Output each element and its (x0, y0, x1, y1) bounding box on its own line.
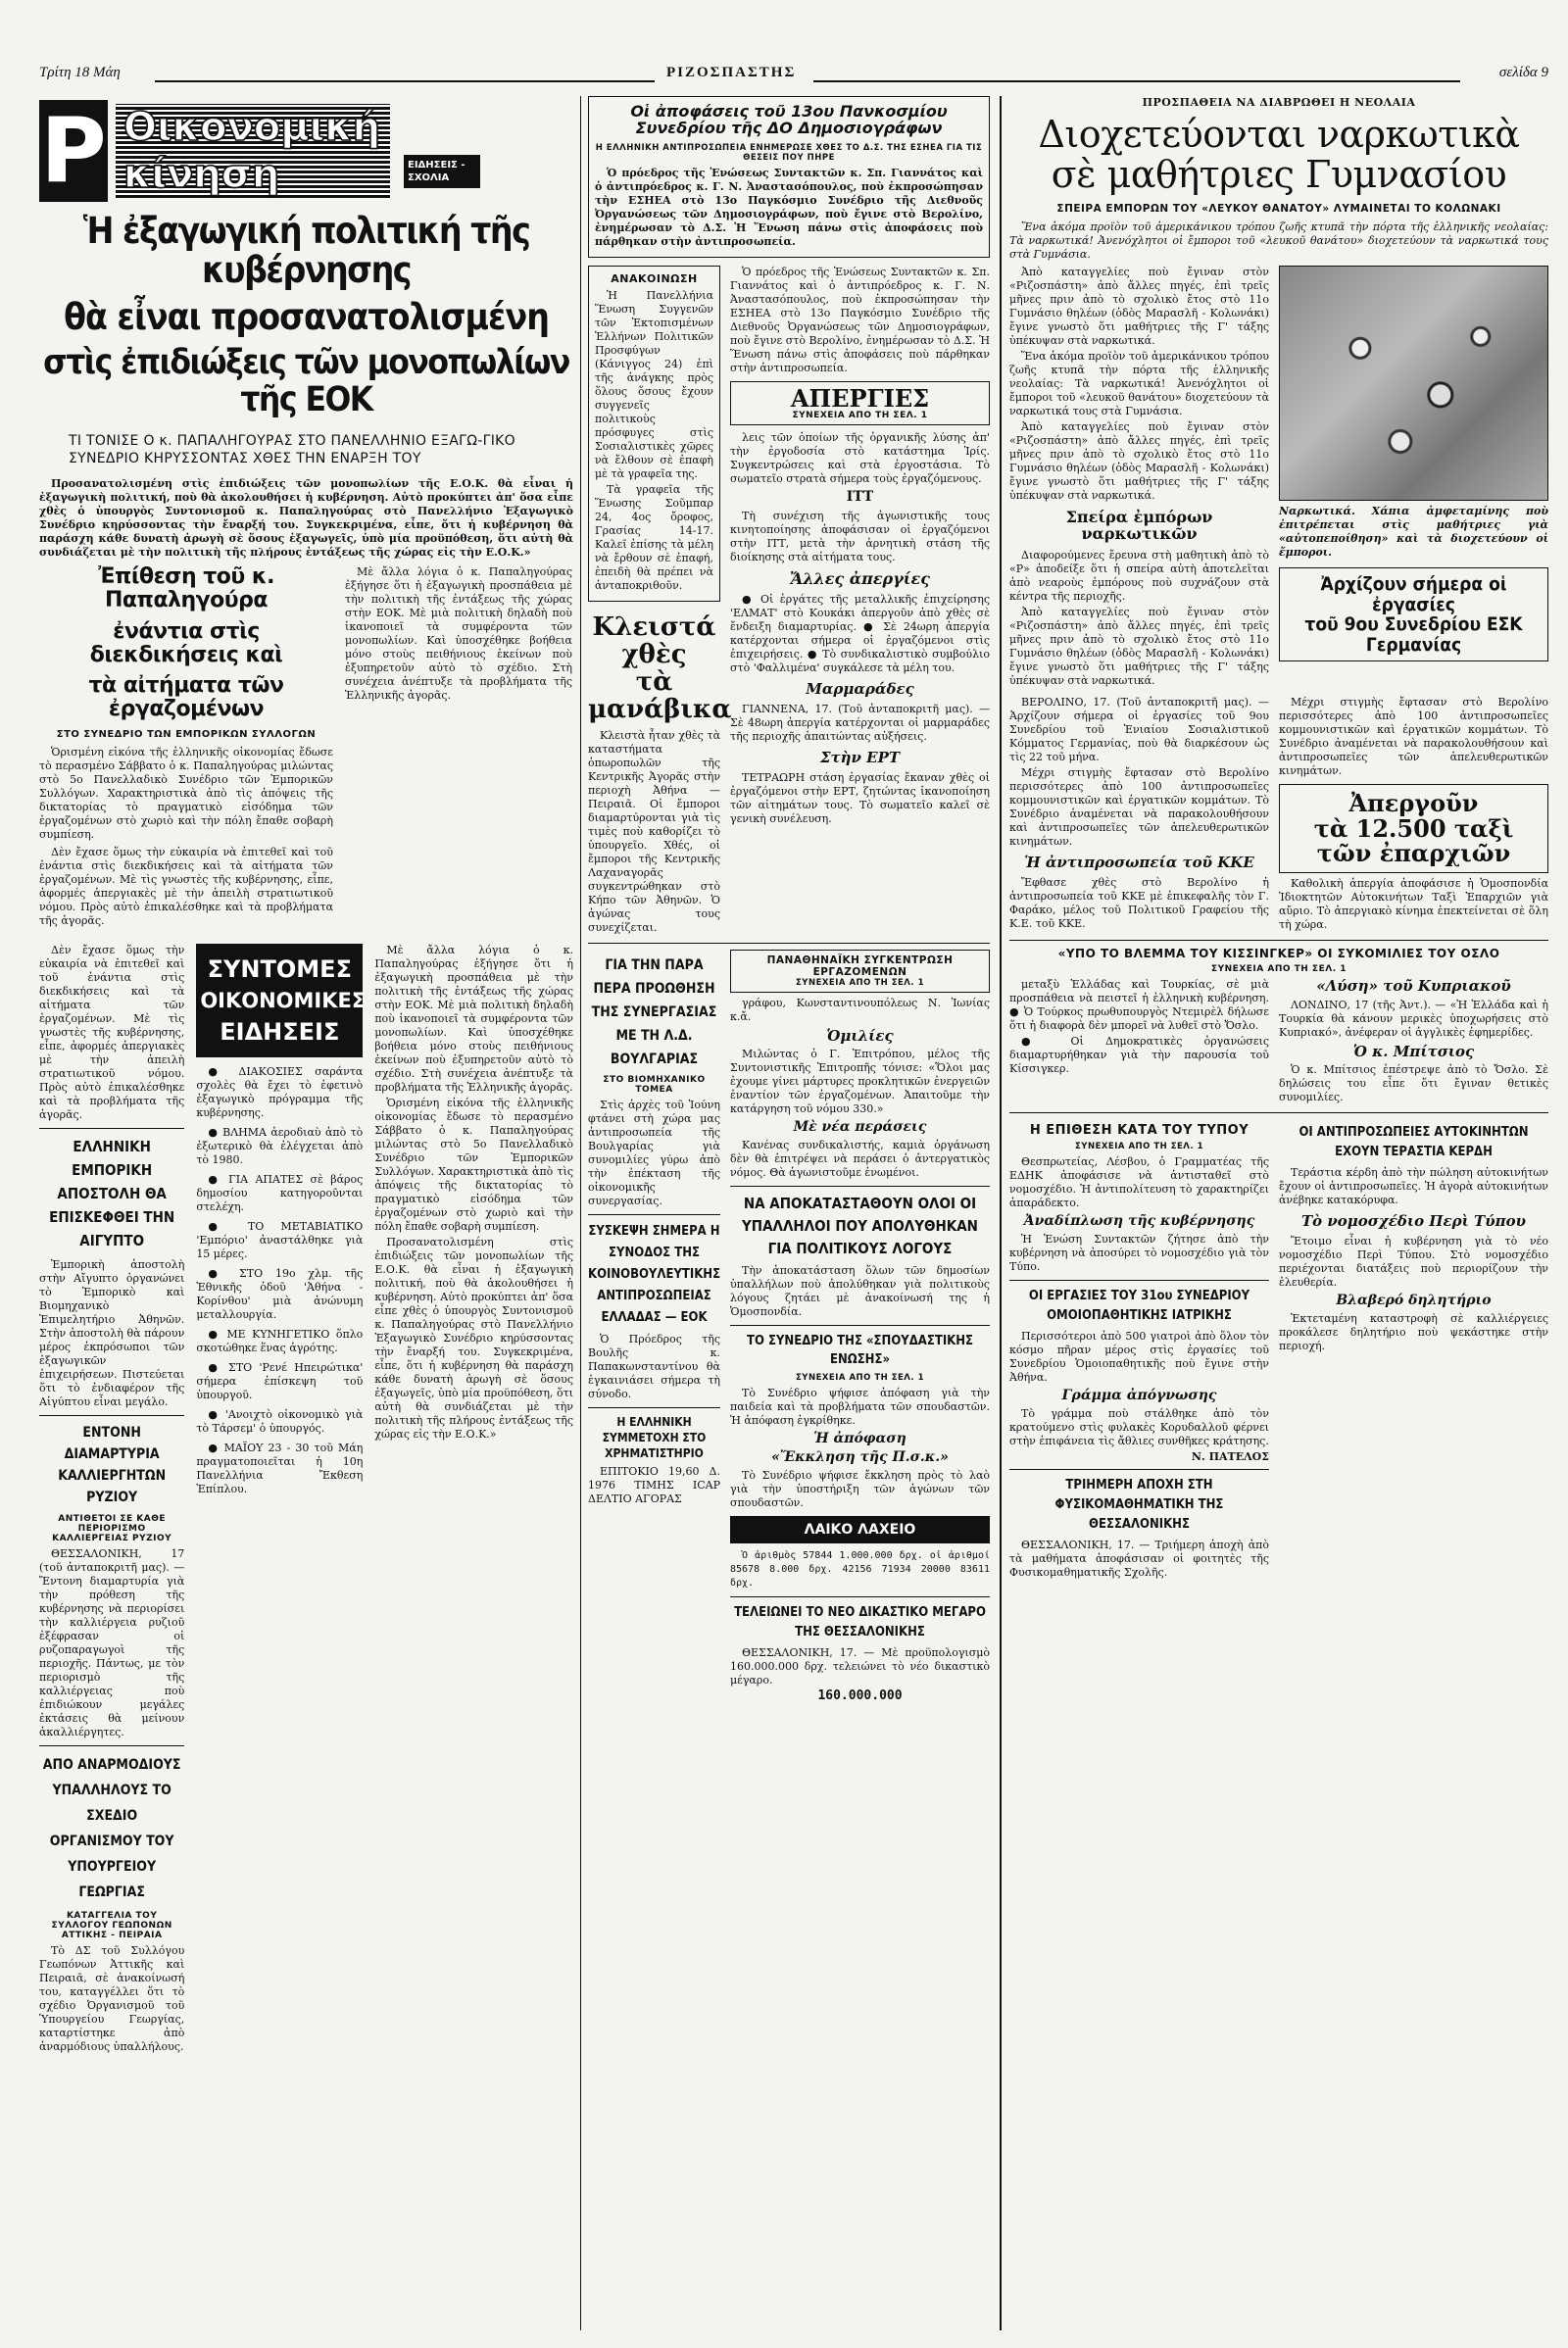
continued-right-2: Ὁρισμένη εἰκόνα τῆς ἑλληνικῆς οἰκονομίας ἔδωσε τὸ περασμένο Σάββατο ὁ κ. Παπαληγούρας μιλώντας στὸ 5ο Πανελλαδικὸ Συνέδριο τῶν Ἐμπορικῶν Συλλόγων. Χαρακτηριστικὰ ἀπὸ τὶς ἀπόψεις τῆς δικτατορίας τὸ πραγματικὸ εἰσόδημα τῶν ἐργαζομένων στὸ χωριὸ καὶ τὴν πόλη ἔπαθε σοβαρὴ συμπίεση. (374, 1096, 573, 1233)
papaligouras-sub: ΣΤΟ ΣΥΝΕΔΡΙΟ ΤΩΝ ΕΜΠΟΡΙΚΩΝ ΣΥΛΛΟΓΩΝ (56, 728, 317, 740)
lottery-body: Ὁ ἀριθμὸς 57844 1.000.000 δρχ. οἱ ἀριθμοί 85678 8.000 δρχ. 42156 71934 20000 83611 δρχ. (730, 1550, 990, 1590)
head-rule-right (813, 80, 1460, 82)
sed-body-left (1009, 696, 1269, 935)
column-rule-1 (580, 96, 581, 2330)
short-news-item: ● ΤΟ ΜΕΤΑΒΙΑΤΙΚΟ 'Εμπόριο' ἀναστάλθηκε γιὰ 15 μέρες. (196, 1219, 364, 1260)
govt-answer-body: Ἡ Ἑνώση Συντακτῶν ζήτησε ἀπὸ τὴν κυβέρνηση νὰ ἀποσύρει τὸ νομοσχέδιο γιὰ τὸν Τύπο. (1009, 1232, 1269, 1273)
press-law-head: Τὸ νομοσχέδιο Περὶ Τύπου (1300, 1211, 1527, 1230)
fair-headline: ΓΙΑ ΤΗΝ ΠΑΡΑ ΠΕΡΑ ΠΡΟΩΘΗΣΗ ΤΗΣ ΣΥΝΕΡΓΑΣΙΑΣ ΜΕ ΤΗ Λ.Δ. ΒΟΥΛΓΑΡΙΑΣ (591, 956, 717, 1067)
meeting-headline: ΤΟ ΣΥΝΕΔΡΙΟ ΤΗΣ «ΣΠΟΥΔΑΣΤΙΚΗΣ ΕΝΩΣΗΣ» (746, 1334, 974, 1368)
eok-headline: ΣΥΣΚΕΨΗ ΣΗΜΕΡΑ Η ΣΥΝΟΔΟΣ ΤΗΣ ΚΟΙΝΟΒΟΥΛΕΥΤΙΚΗΣ ΑΝΤΙΠΡΟΣΩΠΕΙΑΣ ΕΛΛΑΔΑΣ — ΕΟΚ (588, 1223, 721, 1325)
egypt-body: Ἐμπορικὴ ἀποστολὴ στὴν Αἴγυπτο ὀργανώνει τὸ Ἐμπορικὸ καὶ Βιομηχανικὸ Ἐπιμελητήριο Ἀθηνῶν. Στὴν ἀποστολὴ θὰ πάρουν μέρος ἐκπρόσωποι τῶν ἐξαγωγικῶν ἐπιχειρήσεων. Πιστεύεται ὅτι τὸ ἐνδιαφέρον τῆς Αἰγύπτου εἶναι μεγάλο. (39, 1257, 185, 1408)
press-attack-sub: ΣΥΝΕΧΕΙΑ ΑΠΟ ΤΗ ΣΕΛ. 1 (1075, 1141, 1203, 1151)
closed-body: Κλειστὰ ἦταν χθὲς τὰ καταστήματα ὀπωροπωλῶν τῆς Κεντρικῆς Ἀγορᾶς στὴν περιοχὴ Ἀθήνα — Πειραιᾶ. Οἱ ἔμποροι διαμαρτύρονται γιὰ τὶς τιμὲς ποὺ καθορίζει τὸ ὑπουργεῖο. Χθές, οἱ ἔμποροι τῆς Κεντρικῆς Λαχαναγορᾶς συγκεντρώθηκαν στὸ Κήπο τῶν Ἀθηνῶν. Ὁ ἀγώνας τους συνεχίζεται. (588, 728, 720, 934)
filler-body: Δὲν ἔχασε ὅμως τὴν εὐκαιρία νὰ ἐπιτεθεῖ καὶ τοῦ ἐνάντια στὶς διεκδικήσεις καὶ τὰ αἰτήματα τῶν ἐργαζομένων. Μὲ τὶς γνωστὲς τῆς κυβέρνησης, εἶπε, ἀφορμές ἀπεργιακὲς μὲ τὴν ἀπειλὴ στρατιωτικοῦ νόμου. Πρὸς αὐτὸ ἐπικαλέσθηκε καὶ τὰ προβλήματα τῆς ἀγορᾶς. (39, 943, 185, 1121)
papaligouras-line-2: ἐνάντια στὶς διεκδικήσεις καὶ (89, 618, 283, 667)
rally-body: γράφου, Κωνσταντινουπόλεως Ν. Ἰωνίας κ.ἄ. (730, 996, 990, 1023)
sed-body-right (1279, 696, 1548, 935)
kke-delegation-body: Ἔφθασε χθὲς στὸ Βερολίνο ἡ ἀντιπροσωπεία τοῦ ΚΚΕ μὲ ἐπικεφαλῆς τὸν Γ. Φαράκο, μέλος τοῦ Πολιτικοῦ Γραφείου τῆς Κ.Ε. τοῦ ΚΚΕ. (1009, 875, 1269, 930)
drugs-line-2: σὲ μαθήτριες Γυμνασίου (1051, 153, 1507, 197)
short-news-item: ● ΜΕ ΚΥΝΗΓΕΤΙΚΟ ὅπλο σκοτώθηκε ἕνας ἀγρότης. (196, 1327, 364, 1354)
continued-right: Μὲ ἄλλα λόγια ὁ κ. Παπαληγούρας ἐξήγησε ὅτι ἡ ἐξαγωγικὴ προσπάθεια μὲ τὴν πολιτικὴ τῆς ἐντάξεως τῆς χώρας στὴν ΕΟΚ. Μὲ μιὰ πολιτικὴ δηλαδὴ ποὺ ἱκανοποιεῖ τὰ συμφέροντα τῶν μονοπωλίων. Καὶ ὑποσχέθηκε βοήθεια μόνο στοὺς πειθήνιους ἐκείνων ποὺ ἐξυπηρετοῦν αὐτὸ τὸ σχέδιο. Στὴ συνέχεια ἀνέπτυξε τὰ προβλήματα τῆς Ἑλληνικῆς ἀγορᾶς. (374, 943, 573, 1094)
main-deck: ΤΙ ΤΟΝΙΣΕ Ο κ. ΠΑΠΑΛΗΓΟΥΡΑΣ ΣΤΟ ΠΑΝΕΛΛΗΝΙΟ ΕΞΑΓΩ-ΓΙΚΟ ΣΥΝΕΔΡΙΟ ΚΗΡΥΣΣΟΝΤΑΣ ΧΘΕΣ ΤΗΝ ΕΝΑΡΞΗ ΤΟΥ (69, 433, 515, 467)
rally-headline: ΠΑΝΑΘΗΝΑΪΚΗ ΣΥΓΚΕΝΤΡΩΣΗ ΕΡΓΑΖΟΜΕΝΩΝ (766, 954, 954, 978)
column-rule-2 (1000, 96, 1002, 2330)
taxi-body: Καθολικὴ ἀπεργία ἀποφάσισε ἡ Ὁμοσπονδία Ἰδιοκτητῶν Αὐτοκινήτων Ταξὶ Ἐπαρχιῶν γιὰ αὔριο. Τὸ ἀπεργιακὸ κίνημα ἐπεκτείνεται σὲ ὅλη τὴ χώρα. (1279, 877, 1548, 932)
lower-right-right (1279, 1119, 1548, 1582)
other-strikes-body: ● Οἱ ἐργάτες τῆς μεταλλικῆς ἐπιχείρησης 'ΕΛΜΑΤ' στὸ Κουκάκι ἀπεργοῦν ἀπὸ χθὲς σὲ ἔνδειξη διαμαρτυρίας. ● Σὲ 24ωρη ἀπεργία κατέρχονται σήμερα οἱ ἐργαζόμενοι στὶς ἐπιχειρήσεις. ● Τὸ συνδικαλιστικὸ συμβούλιο στὸ 'Φαλλιμένα' συγκάλεσε τὰ μέλη του. (730, 592, 990, 674)
page-number: σελίδα 9 (1498, 65, 1548, 80)
kissinger-headline: «ΥΠΟ ΤΟ ΒΛΕΜΜΑ ΤΟΥ ΚΙΣΣΙΝΓΚΕΡ» ΟΙ ΣΥΚΟΜΙΛΙΕΣ ΤΟΥ ΟΣΛΟ (1057, 947, 1500, 961)
plan-body: Τὸ ΔΣ τοῦ Συλλόγου Γεωπόνων Ἀττικῆς καὶ Πειραιᾶ, σὲ ἀνακοίνωσή του, καταγγέλλει ὅτι τὸ σχέδιο Ὀργανισμοῦ τοῦ Ὑπουργείου Γεωργίας, καταρτίστηκε ἀπὸ ἀναρμόδιους ὑπαλλήλους. (39, 1943, 185, 2053)
announcement-body: Ἡ Πανελλήνια Ἕνωση Συγγενῶν τῶν Ἐκτοπισμένων Ἑλλήνων Πολιτικῶν Προσφύγων (Κάνιγγος 24) ἐπὶ τῆς ἀνάγκης πρὸς ὅλους ὅσους ἔχουν συγγενεῖς πολιτικοὺς πρόσφυγες στὶς Σοσιαλιστικὲς χῶρες νὰ ἔλθουν σὲ ἐπαφὴ μὲ τὰ γραφεῖα της. (595, 288, 713, 480)
journalists-body: Ὁ πρόεδρος τῆς Ἑνώσεως Συντακτῶν κ. Σπ. Γιαννάτος καὶ ὁ ἀντιπρόεδρος κ. Γ. Ν. Ἀναστασόπουλος, ποὺ ἐκπροσώπησαν τὴν ΕΣΗΕΑ στὸ 13ο Παγκόσμιο Συνέδριο τῆς Διεθνοῦς Ὀργανώσεως τῶν Δημοσιογράφων, ποὺ ἔγινε στὸ Βερολίνο, ἐνημέρωσαν τὸ Δ.Σ. Ἡ Ἕνωση πάνω στὶς ἀποφάσεις ποὺ πάρθηκαν στὴν ἀντιπροσωπεία. (595, 166, 983, 248)
main-body-wrap (39, 565, 573, 930)
sed-continued: Μέχρι στιγμὴς ἔφτασαν στὸ Βερολίνο περισσότερες ἀπὸ 100 ἀντιπροσωπεῖες κομμουνιστικῶν καὶ ἐργατικῶν κομμάτων. Τὸ Συνέδριο ἀναμένεται νὰ παρακολουθήσουν καὶ ἀντιπροσωπεῖες τῶν ἀπελευθερωτικῶν κινημάτων. (1279, 695, 1548, 777)
rally-box (730, 950, 990, 993)
papaligouras-line-3: τὰ αἰτήματα τῶν ἐργαζομένων (88, 673, 284, 722)
closed-line-2: τὰ μανάβικα (588, 666, 732, 724)
meeting-sub: ΣΥΝΕΧΕΙΑ ΑΠΟ ΤΗ ΣΕΛ. 1 (796, 1373, 924, 1384)
lottery-title: ΛΑΙΚΟ ΛΑΧΕΙΟ (730, 1516, 990, 1543)
cars-headline: ΟΙ ΑΝΤΙΠΡΟΣΩΠΕΙΕΣ ΑΥΤΟΚΙΝΗΤΩΝ ΕΧΟΥΝ ΤΕΡΑΣΤΙΑ ΚΕΡΔΗ (1298, 1124, 1529, 1159)
court-amount: 160.000.000 (817, 1688, 903, 1704)
drugs-line-1: Διοχετεύονται ναρκωτικὰ (1038, 113, 1520, 156)
marble-body: ΓΙΑΝΝΕΝΑ, 17. (Τοῦ ἀνταποκριτῆ μας). — Σὲ 48ωρη ἀπεργία κατέρχονται οἱ μαρμαράδες τῆς περιοχῆς ἀπαιτώντας αὐξήσεις. (730, 703, 990, 743)
short-news-item: ● ΣΤΟ 'Ρενέ Ηπειρώτικα' σήμερα ἐπίσκεψη τοῦ ὑπουργοῦ. (196, 1360, 364, 1401)
shorts-col (196, 944, 367, 2056)
poison-body: Ἐκτεταμένη καταστροφὴ σὲ καλλιέργειες προκάλεσε δηλητήριο ποὺ ψεκάστηκε στὴν περιοχή. (1279, 1311, 1548, 1352)
masthead-title: Οικονομική κίνηση (116, 104, 390, 198)
photo-caption: Ναρκωτικά. Χάπια ἀμφεταμίνης ποὺ ἐπιτρέπεται στὶς μαθήτριες γιὰ «αὐτοπεποίθηση» καὶ τὰ διοχετεύουν οἱ ἔμποροι. (1279, 505, 1548, 560)
drugs-body-2: Ἕνα ἀκόμα προϊὸν τοῦ ἀμερικάνικου τρόπου ζωῆς κτυπᾶ τὴν πόρτα τῆς ἑλληνικῆς νεολαίας: Τὰ ναρκωτικά! Ἀνενόχλητοι οἱ ἔμποροι τοῦ «λευκοῦ θανάτου» διοχετεύουν τὰ ναρκωτικά τους στὰ Γυμνάσια. (1009, 350, 1269, 418)
taxi-box (1279, 784, 1548, 874)
taxi-line-3: τῶν ἐπαρχιῶν (1316, 839, 1511, 868)
shorts-label-2: ΟΙΚΟΝΟΜΙΚΕΣ (200, 988, 367, 1012)
drugs-body: Ἀπὸ καταγγελίες ποὺ ἔγιναν στὸν «Ριζοσπάστη» ἀπὸ ἄλλες πηγές, ἐπὶ τρεῖς μῆνες πριν ἀπὸ τὸ σχολικὸ ἔτος στὸ 11ο Γυμνάσιο θηλέων (ὁδὸς Μαρασλῆ - Κολωνάκι) ἔγινε γνωστὸ ὅτι μαθήτριες τῆς Γ' τάξης ὑπέκυψαν στὰ ναρκωτικά. (1009, 266, 1269, 348)
kissinger-sub: ΣΥΝΕΧΕΙΑ ΑΠΟ ΤΗ ΣΕΛ. 1 (1210, 964, 1348, 975)
drugs-lead: Ἕνα ἀκόμα προϊὸν τοῦ ἀμερικάνικου τρόπου ζωῆς κτυπᾶ τὴν πόρτα τῆς ἑλληνικῆς νεολαίας: Τὰ ναρκωτικά! Ἀνενόχλητοι οἱ ἔμποροι τοῦ «λευκοῦ θανάτου» διοχετεύουν τὰ ναρκωτικά τους στὰ Γυμνάσια. (1009, 220, 1548, 262)
ring-head: Σπείρα ἐμπόρων ναρκωτικῶν (1065, 508, 1213, 544)
closed-headline (588, 611, 732, 724)
main-body-continued: Μὲ ἄλλα λόγια ὁ κ. Παπαληγούρας ἐξήγησε ὅτι ἡ ἐξαγωγικὴ προσπάθεια μὲ τὴν πολιτικὴ τῆς ἐντάξεως τῆς χώρας στὴν ΕΟΚ. Μὲ μιὰ πολιτικὴ δηλαδὴ ποὺ ἱκανοποιεῖ τὰ συμφέροντα τῶν μονοπωλίων. Καὶ ὑποσχέθηκε βοήθεια μόνο στοὺς πειθήνιους ἐκείνων ποὺ ἐξυπηρετοῦν αὐτὸ τὸ σχέδιο. Στὴ συνέχεια ἀνέπτυξε τὰ προβλήματα τῆς Ἑλληνικῆς ἀγορᾶς. (345, 565, 572, 703)
stock-body: ΕΠΙΤΟΚΙΟ 19,60 Δ. 1976 ΤΙΜΗΣ ICAP ΔΕΛΤΙΟ ΑΓΟΡΑΣ (588, 1464, 720, 1505)
middle-lower-wrap (588, 950, 990, 1704)
middle-lower-right (730, 950, 990, 1704)
decision-head: Ἡ ἀπόφαση (813, 1431, 906, 1447)
govt-answer-head: Ἀναδίπλωση τῆς κυβέρνησης (1023, 1212, 1255, 1229)
column-middle (588, 96, 990, 2340)
announcement-box (588, 266, 720, 602)
strikes-col (730, 266, 990, 937)
physio-body: ΘΕΣΣΑΛΟΝΙΚΗ, 17. — Τριήμερη ἀποχὴ ἀπὸ τὰ μαθήματα ἀποφάσισαν οἱ φοιτητὲς τῆς Φυσικομαθηματικῆς Σχολῆς. (1009, 1538, 1269, 1579)
sed-body-2: Μέχρι στιγμὴς ἔφτασαν στὸ Βερολίνο περισσότερες ἀπὸ 100 ἀντιπροσωπεῖες κομμουνιστικῶν καὶ ἐργατικῶν κομμάτων. Τὸ Συνέδριο ἀναμένεται νὰ παρακολουθήσουν καὶ ἀντιπροσωπεῖες τῶν ἀπελευθερωτικῶν κινημάτων. (1009, 765, 1269, 848)
continued-right-3: Προσανατολισμένη στὶς ἐπιδιώξεις τῶν μονοπωλίων τῆς Ε.Ο.Κ. θὰ εἶναι ἡ ἐξαγωγικὴ πολιτική, ποὺ θὰ ἀκολουθήσει ἡ κυβέρνηση. Αὐτὸ προκύπτει ἀπ' ὅσα εἶπε χθὲς ὁ ὑπουργὸς Συντονισμοῦ κ. Παπαληγούρας στὸ Πανελλήνιο Ἐξαγωγικὸ Συνέδριο κηρύσσοντας τὴν ἔναρξή του. Συγκεκριμένα, εἶπε, ὅτι ἡ κυβέρνηση θὰ παράσχη κάθε δυνατὴ ἀρωγὴ σὲ ὅσους ἐξαγωγεῖς, ὑπὸ μία προϋπόθεση, ὅτι αὐτὴ θὰ συνδιάζεται μὲ τὴν πολιτικὴ τῆς πλήρους ἐντάξεως τῆς χώρας εἰς τὴν Ε.Ο.Κ.» (374, 1235, 573, 1441)
other-strikes-head: Ἄλλες ἀπεργίες (790, 568, 930, 588)
sed-line-1: Ἀρχίζουν σήμερα οἱ ἐργασίες (1320, 573, 1507, 615)
running-head (39, 65, 1548, 86)
fair-sub: ΣΤΟ ΒΙΟΜΗΧΑΝΙΚΟ ΤΟΜΕΑ (603, 1074, 706, 1095)
appeal-body: Τὸ Συνέδριο ψήφισε ἔκκληση πρὸς τὸ λαὸ γιὰ τὴν ὑποστήριξη τῶν ἀγώνων τῶν σπουδαστῶν. (730, 1469, 990, 1510)
rally-speeches-body: Μιλώντας ὁ Γ. Ἐπιτρόπου, μέλος τῆς Συντονιστικῆς Ἐπιτροπῆς τόνισε: «Ὅλοι μας ἐχουμε γίνει μάρτυρες προκλητικῶν ἐνεργειῶν ἐναντίον τῶν ἐργαζομένων. Ἀπαιτοῦμε τὴν κατάργηση τοῦ νόμου 330.» (730, 1048, 990, 1116)
shorts-label (196, 944, 367, 1057)
column-economic-news (39, 96, 573, 2340)
short-news-item: ● 'Ανοιχτὸ οἰκονομικὸ γιὰ τὸ Τάρσεμ' ὁ ὑπουργός. (196, 1407, 364, 1435)
short-news-item: ● ΣΤΟ 19ο χλμ. τῆς Ἐθνικῆς ὁδοῦ 'Ἀθήνα - Κορίνθου' μιὰ ἀνώνυμη μεταλλουργία. (196, 1266, 364, 1321)
press-attack-body: Θεσπρωτείας, Λέσβου, ὁ Γραμματέας τῆς ΕΔΗΚ ἀποφάσισε νὰ ἀντισταθεῖ στὸ νομοσχέδιο. Ἡ ἀντιπολίτευση τὸ χαρακτηρίζει ἀπαράδεκτο. (1009, 1154, 1269, 1209)
lower-left-col (39, 944, 184, 2056)
paper-name: ΡΙΖΟΣΠΑΣΤΗΣ (666, 65, 797, 80)
kissinger-right (1279, 978, 1548, 1105)
cars-body: Τεράστια κέρδη ἀπὸ τὴν πώληση αὐτοκινήτων ἔχουν οἱ ἀντιπροσωπεῖες. Ἡ ἀγορὰ αὐτοκινήτων ἀνέβηκε κατακόρυφα. (1279, 1165, 1548, 1206)
court-body: ΘΕΣΣΑΛΟΝΙΚΗ, 17. — Μὲ προϋπολογισμὸ 160.000.000 δρχ. τελειώνει τὸ νέο δικαστικὸ μέγαρο. (730, 1646, 990, 1688)
masthead-letter: Ρ (40, 98, 107, 203)
main-headline-line-1: Ἡ ἐξαγωγική πολιτική τῆς κυβέρνησης (82, 210, 530, 291)
journalists-box (588, 96, 990, 258)
issue-date: Τρίτη 18 Μάη (39, 65, 121, 80)
announcement-title: ΑΝΑΚΟΙΝΩΣΗ (611, 271, 698, 285)
appeal-head: «Ἔκκληση τῆς Π.σ.κ.» (771, 1449, 949, 1466)
main-headline-line-3: στὶς ἐπιδιώξεις τῶν μονοπωλίων τῆς ΕΟΚ (43, 342, 569, 419)
rally-more-head: Μὲ νέα περάσεις (793, 1119, 927, 1136)
taxi-line-2: τὰ 12.500 ταξὶ (1313, 813, 1514, 843)
stock-headline: Η ΕΛΛΗΝΙΚΗ ΣΥΜΜΕΤΟΧΗ ΣΤΟ ΧΡΗΜΑΤΙΣΤΗΡΙΟ (602, 1414, 707, 1460)
grief-head: Γράμμα ἀπόγνωσης (1061, 1387, 1217, 1403)
drugs-photo-col (1279, 266, 1548, 690)
lower-right-left (1009, 1119, 1269, 1582)
drugs-sub: ΣΠΕΙΡΑ ΕΜΠΟΡΩΝ ΤΟΥ «ΛΕΥΚΟΥ ΘΑΝΑΤΟΥ» ΛΥΜΑΙΝΕΤΑΙ ΤΟ ΚΟΛΩΝΑΚΙ (1056, 203, 1501, 216)
short-news-item: ● ΒΛΗΜΑ ἀεροδιαὺ ἀπὸ τὸ ἐξωτερικὸ θὰ ἐλέγχεται ἀπὸ τὸ 1980. (196, 1125, 364, 1166)
announce-col (588, 266, 732, 937)
ert-head: Στὴν ΕΡΤ (819, 749, 901, 766)
press-law-body: Ἔτοιμο εἶναι ἡ κυβέρνηση γιὰ τὸ νέο νομοσχέδιο Περὶ Τύπου. Στὸ νομοσχέδιο περιέχονται διατάξεις ποὺ περιορίζουν τὴν ἐλευθερία. (1279, 1234, 1548, 1289)
ring-body: Διαφορούμενες ἔρευνα στὴ μαθητικὴ ἀπὸ τὸ «Ρ» ἀποδείξε ὅτι ἡ σπείρα αὐτὴ ἀποτελεῖται ἀπὸ νεαροὺς ἐμπόρους ποὺ συχνάζουν στὰ κέντρα τῆς περιοχῆς. (1009, 548, 1269, 603)
rally-more-body: Κανένας συνδικαλιστής, καμιὰ ὀργάνωση δὲν θὰ ἐπιτρέψει νὰ περάσει ὁ ἀντεργατικὸς νόμος. Θὰ ἀγωνιστοῦμε ἑνωμένοι. (730, 1139, 990, 1180)
plan-headline: ΑΠΟ ΑΝΑΡΜΟΔΙΟΥΣ ΥΠΑΛΛΗΛΟΥΣ ΤΟ ΣΧΕΔΙΟ ΟΡΓΑΝΙΣΜΟΥ ΤΟΥ ΥΠΟΥΡΓΕΙΟΥ ΓΕΩΡΓΙΑΣ (42, 1756, 181, 1900)
poison-head: Βλαβερό δηλητήριο (1336, 1292, 1492, 1308)
drugs-body-3: Ἀπὸ καταγγελίες ποὺ ἔγιναν στὸν «Ριζοσπάστη» ἀπὸ ἄλλες πηγές, ἐπὶ τρεῖς μῆνες πριν ἀπὸ τὸ σχολικὸ ἔτος στὸ 11ο Γυμνάσιο θηλέων (ὁδὸς Μαρασλῆ - Κολωνάκι) ἔγινε γνωστὸ ὅτι μαθήτριες τῆς Γ' τάξης ὑπέκυψαν στὰ ναρκωτικά. (1009, 420, 1269, 503)
itt-body: Τὴ συνέχιση τῆς ἀγωνιστικῆς τους κινητοποίησης ἀποφάσισαν οἱ ἐργαζόμενοι στὴν ΙΤΤ, μετὰ τὴν ἀρνητικὴ στάση τῆς διοίκησης στὰ αἰτήματα τους. (730, 509, 990, 563)
drugs-headline (1009, 115, 1548, 195)
main-headline-line-2: θὰ εἶναι προσανατολισμένη (64, 295, 549, 338)
short-news-item: ● ΓΙΑ ΑΠΑΤΕΣ σὲ βάρος δημοσίου κατηγοροῦνται στελέχη. (196, 1172, 364, 1213)
kke-delegation-head: Ἡ ἀντιπροσωπεία τοῦ ΚΚΕ (1024, 853, 1254, 871)
court-headline: ΤΕΛΕΙΩΝΕΙ ΤΟ ΝΕΟ ΔΙΚΑΣΤΙΚΟ ΜΕΓΑΡΟ ΤΗΣ ΘΕΣΣΑΛΟΝΙΚΗΣ (734, 1605, 986, 1640)
kissinger-left (1009, 978, 1269, 1105)
journalists-sub: Η ΕΛΛΗΝΙΚΗ ΑΝΤΙΠΡΟΣΩΠΕΙΑ ΕΝΗΜΕΡΩΣΕ ΧΘΕΣ ΤΟ Δ.Σ. ΤΗΣ ΕΣΗΕΑ ΓΙΑ ΤΙΣ ΘΕΣΕΙΣ ΠΟΥ ΠΗΡΕ (595, 142, 983, 163)
main-lead: Προσανατολισμένη στὶς ἐπιδιώξεις τῶν μονοπωλίων τῆς Ε.Ο.Κ. θὰ εἶναι ἡ ἐξαγωγικὴ πολιτική, ποὺ θὰ ἀκολουθήσει ἡ κυβέρνηση. Αὐτὸ προκύπτει ἀπ' ὅσα εἶπε χθὲς ὁ ὑπουργὸς Συντονισμοῦ κ. Παπαληγούρας στὸ Πανελλήνιο Ἐξαγωγικὸ Συνέδριο κηρύσσοντας τὴν ἔναρξή του. Συγκεκριμένα, εἶπε, ὅτι ἡ κυβέρνηση θὰ παράσχη κάθε δυνατὴ ἀρωγὴ σὲ ὅσους ἐξαγωγεῖς, ὑπὸ μία προϋπόθεση, ὅτι αὐτὴ θὰ συνδιάζεται μὲ τὴν πολιτικὴ τῆς πλήρους ἐντάξεως τῆς χώρας εἰς τὴν Ε.Ο.Κ.» (39, 477, 573, 560)
grief-signature: Ν. ΠΑΤΕΛΟΣ (1191, 1449, 1269, 1463)
ring-body-2: Ἀπὸ καταγγελίες ποὺ ἔγιναν στὸν «Ριζοσπάστη» ἀπὸ ἄλλες πηγές, ἐπὶ τρεῖς μῆνες πριν ἀπὸ τὸ σχολικὸ ἔτος στὸ 11ο Γυμνάσιο θηλέων (ὁδὸς Μαρασλῆ - Κολωνάκι) ἔγινε γνωστὸ ὅτι μαθήτριες τῆς Γ' τάξης ὑπέκυψαν στὰ ναρκωτικά. (1009, 605, 1269, 687)
main-headline (39, 212, 573, 418)
itt-head: ΙΤΤ (846, 489, 874, 506)
strikes-sub: ΣΥΝΕΧΕΙΑ ΑΠΟ ΤΗ ΣΕΛ. 1 (792, 411, 928, 421)
marble-head: Μαρμαράδες (806, 679, 914, 698)
rice-headline: ΕΝΤΟΝΗ ΔΙΑΜΑΡΤΥΡΙΑ ΚΑΛΛΙΕΡΓΗΤΩΝ ΡΥΖΙΟΥ (58, 1424, 167, 1505)
head-rule-left (155, 80, 655, 82)
physio-headline: ΤΡΙΗΜΕΡΗ ΑΠΟΧΗ ΣΤΗ ΦΥΣΙΚΟΜΑΘΗΜΑΤΙΚΗ ΤΗΣ ΘΕΣΣΑΛΟΝΙΚΗΣ (1054, 1477, 1224, 1532)
short-news-item: ● ΜΑΪΟΥ 23 - 30 τοῦ Μάη πραγματοποιεῖται ἡ 10η Πανελλήνια Ἔκθεση Ἐπίπλου. (196, 1441, 364, 1495)
main-body-right (345, 565, 572, 930)
cyprus-head: «Λύση» τοῦ Κυπριακοῦ (1316, 977, 1511, 996)
fair-body: Στὶς ἀρχὲς τοῦ Ἰούνη φτάνει στὴ χώρα μας ἀντιπροσωπεία τῆς Βουλγαρίας γιὰ συνομιλίες γύρω ἀπὸ τὴν ἐπέκταση τῆς οἰκονομικῆς συνεργασίας. (588, 1098, 720, 1207)
sed-box (1279, 567, 1548, 661)
egypt-headline: ΕΛΛΗΝΙΚΗ ΕΜΠΟΡΙΚΗ ΑΠΟΣΤΟΛΗ ΘΑ ΕΠΙΣΚΕΦΘΕΙ ΤΗΝ ΑΙΓΥΠΤΟ (49, 1137, 175, 1249)
journalists-head-1: Οἱ ἀποφάσεις τοῦ 13ου Πανκοσμίου (630, 102, 948, 121)
kissinger-body: μεταξὺ Ἑλλάδας καὶ Τουρκίας, σὲ μιὰ προσπάθεια νὰ πειστεῖ ἡ ἑλληνικὴ κυβέρνηση. ● Ὁ Τούρκος πρωθυπουργὸς Ντεμιρὲλ δήλωσε ὅτι ἡ διαφορὰ δὲν μπορεῖ νὰ λυθεῖ στὸ Ὄσλο. (1009, 978, 1269, 1033)
drugs-body-col (1009, 266, 1269, 690)
shorts-label-3: ΕΙΔΗΣΕΙΣ (220, 1017, 340, 1046)
middle-lower-left (588, 950, 720, 1704)
kissinger-dem: ● Οἱ Δημοκρατικὲς ὀργανώσεις διαμαρτυρήθηκαν γιὰ τὴν παρουσία τοῦ Κίσσιγκερ. (1009, 1035, 1269, 1076)
reinstate-body: Τὴν ἀποκατάσταση ὅλων τῶν δημοσίων ὑπαλλήλων ποὺ ἀπολύθηκαν γιὰ πολιτικοὺς λόγους ζητάει μὲ ἀνακοίνωσή της ἡ Ὁμοσπονδία. (730, 1264, 990, 1319)
rice-sub: ΑΝΤΙΘΕΤΟΙ ΣΕ ΚΑΘΕ ΠΕΡΙΟΡΙΣΜΟ ΚΑΛΛΙΕΡΓΕΙΑΣ ΡΥΖΙΟΥ (52, 1513, 172, 1543)
meeting-body: Τὸ Συνέδριο ψήφισε ἀπόφαση γιὰ τὴν παιδεία καὶ τὰ προβλήματα τῶν σπουδαστῶν. Ἡ ἀπόφαση ἐγκρίθηκε. (730, 1387, 990, 1428)
masthead-tag: ΕΙΔΗΣΕΙΣ - ΣΧΟΛΙΑ (404, 155, 480, 188)
eok-body: Ὁ Πρόεδρος τῆς Βουλῆς κ. Παπακωνσταντίνου θὰ ἐγκαινιάσει σήμερα τὴ σύνοδο. (588, 1332, 720, 1400)
sed-body-wrap (1009, 696, 1548, 935)
strikes-box (730, 381, 990, 426)
shorts-label-1: ΣΥΝΤΟΜΕΣ (207, 954, 352, 983)
drugs-body-wrap (1009, 266, 1548, 690)
sed-body: ΒΕΡΟΛΙΝΟ, 17. (Τοῦ ἀνταποκριτῆ μας). — Ἀρχίζουν σήμερα οἱ ἐργασίες τοῦ 9ου Συνεδρίου τοῦ Ἑνιαίου Σοσιαλιστικοῦ Κόμματος Γερμανίας, ποὺ θὰ διαρκέσουν ὡς τὶς 22 τοῦ μήνα. (1009, 695, 1269, 763)
main-body-left (39, 565, 333, 930)
docs-headline: ΟΙ ΕΡΓΑΣΙΕΣ ΤΟΥ 31ου ΣΥΝΕΔΡΙΟΥ ΟΜΟΙΟΠΑΘΗΤΙΚΗΣ ΙΑΤΡΙΚΗΣ (1028, 1288, 1250, 1323)
rice-body: ΘΕΣΣΑΛΟΝΙΚΗ, 17 (τοῦ ἀνταποκριτῆ μας). — Ἔντονη διαμαρτυρία γιὰ τὴν πρόθεση τῆς κυβέρνησης νὰ περιορίσει τὴν καλλιέργεια ρυζιοῦ ἐξέφρασαν οἱ ρυζοπαραγωγοὶ τῆς περιοχῆς. Πάντως, με τὸν περιορισμὸ τῆς καλλιέργειας ποὺ ἐπιδιώκουν μεγάλες ἐκτάσεις θὰ μείνουν ἀκαλλιέργητες. (39, 1546, 185, 1738)
papaligouras-body-2: Δὲν ἔχασε ὅμως τὴν εὐκαιρία νὰ ἐπιτεθεῖ καὶ τοῦ ἐνάντια στὶς διεκδικήσεις καὶ τὰ αἰτήματα τῶν ἐργαζομένων. Μὲ τὶς γνωστὲς τῆς κυβέρνησης, εἶπε, ἀφορμές ἀπεργιακὲς μὲ τὴν ἀπειλὴ στρατιωτικοῦ νόμου. Πρὸς αὐτὸ ἐπικαλέσθηκε καὶ τὰ προβλήματα τῆς ἀγορᾶς. (39, 845, 333, 927)
bitsios-head: Ὁ κ. Μπίτσιος (1352, 1042, 1475, 1060)
short-news-item: ● ΔΙΑΚΟΣΙΕΣ σαράντα σχολὲς θὰ ἔχει τὸ ἐφετινὸ ἐξαγωγικὸ πρόγραμμα τῆς κυβέρνησης. (196, 1064, 364, 1119)
column-right (1009, 96, 1548, 2340)
docs-body: Περισσότεροι ἀπὸ 500 γιατροὶ ἀπὸ ὅλον τὸν κόσμο πῆραν μέρος στὶς ἐργασίες τοῦ Συνεδρίου Ὁμοιοπαθητικῆς ποὺ ἔγινε στὴν Ἀθήνα. (1009, 1329, 1269, 1384)
closed-line-1: Κλειστά χθὲς (592, 611, 716, 669)
lower-right-wrap (1009, 1119, 1548, 1582)
rally-speeches-head: Ὁμιλίες (826, 1026, 894, 1045)
sed-line-2: τοῦ 9ου Συνεδρίου ΕΣΚ Γερμανίας (1304, 613, 1523, 656)
rally-sub: ΣΥΝΕΧΕΙΑ ΑΠΟ ΤΗ ΣΕΛ. 1 (796, 977, 924, 988)
papaligouras-line-1: Ἐπίθεση τοῦ κ. Παπαληγούρα (98, 564, 274, 613)
plan-sub: ΚΑΤΑΓΓΕΛΙΑ ΤΟΥ ΣΥΛΛΟΓΟΥ ΓΕΩΠΟΝΩΝ ΑΤΤΙΚΗΣ - ΠΕΙΡΑΙΑ (51, 1910, 172, 1940)
pills-photo (1279, 266, 1548, 501)
ert-body: ΤΕΤΡΑΩΡΗ στάση ἐργασίας ἔκαναν χθὲς οἱ ἐργαζόμενοι στὴν ΕΡΤ, ζητώντας ἱκανοποίηση τῶν αἰτημάτων τους. Τὸ σωματεῖο καλεῖ σὲ γενικὴ συνέλευση. (730, 771, 990, 826)
kissinger-wrap (1009, 978, 1548, 1105)
strikes-body: λεις τῶν ὁποίων τῆς ὀργανικῆς λύσης ἀπ' τὴν ἐργοδοσία στὸ κατάστημα Ἰρίς. Συγκεντρώσεις καὶ στὰ ἐργοστάσια. Τὸ σωματεῖο στρατὰ σήμερα τοὺς ἐργαζόμενους. (730, 431, 990, 486)
drugs-kicker: ΠΡΟΣΠΑΘΕΙΑ ΝΑ ΔΙΑΒΡΩΘΕΙ Η ΝΕΟΛΑΙΑ (1142, 96, 1416, 109)
announcement-body-2: Τὰ γραφεῖα τῆς Ἕνωσης Σοῦμπαρ 24, 4ος ὄροφος, Γρασίας 14-17. Καλεῖ ἐπίσης τὰ μέλη νὰ ἔρθουν σὲ ἐπαφή, ἐπειδὴ θὰ πρέπει νὰ ἀνταποκριθοῦν. (595, 482, 713, 592)
cyprus-body: ΛΟΝΔΙΝΟ, 17 (τῆς Ἀντ.). — «Ἡ Ἑλλάδα καὶ ἡ Τουρκία θὰ κάνουν μερικὲς ὑποχωρήσεις στὸ Κυπριακό», ἀνέφεραν οἱ ἀγγλικὲς ἐφημερίδες. (1279, 998, 1548, 1039)
lower-right-col (374, 944, 573, 2056)
economic-masthead (39, 96, 573, 204)
reinstate-headline: ΝΑ ΑΠΟΚΑΤΑΣΤΑΘΟΥΝ ΟΛΟΙ ΟΙ ΥΠΑΛΛΗΛΟΙ ΠΟΥ ΑΠΟΛΥΘΗΚΑΝ ΓΙΑ ΠΟΛΙΤΙΚΟΥΣ ΛΟΓΟΥΣ (742, 1195, 978, 1258)
middle-top-wrap (588, 266, 990, 937)
lower-block (39, 944, 573, 2056)
taxi-line-1: Ἀπεργοῦν (1348, 788, 1479, 817)
journalists-head-2: Συνεδρίου τῆς ΔΟ Δημοσιογράφων (635, 119, 943, 138)
shorts-list (196, 1065, 363, 1496)
press-attack-head: Η ΕΠΙΘΕΣΗ ΚΑΤΑ ΤΟΥ ΤΥΠΟΥ (1029, 1122, 1250, 1138)
strikes-lead: Ὁ πρόεδρος τῆς Ἑνώσεως Συντακτῶν κ. Σπ. Γιαννάτος καὶ ὁ ἀντιπρόεδρος κ. Γ. Ν. Ἀναστασόπουλος, ποὺ ἐκπροσώπησαν τὴν ΕΣΗΕΑ στὸ 13ο Παγκόσμιο Συνέδριο τῆς Διεθνοῦς Ὀργανώσεως τῶν Δημοσιογράφων, ποὺ ἔγινε στὸ Βερολίνο, ἐνημέρωσαν τὸ Δ.Σ. Ἡ Ἕνωση πάνω στὶς ἀποφάσεις ποὺ πάρθηκαν στὴν ἀντιπροσωπεία. (730, 265, 990, 374)
bitsios-body: Ὁ κ. Μπίτσιος ἐπέστρεψε ἀπὸ τὸ Ὄσλο. Σὲ δηλώσεις του εἶπε ὅτι ἔγιναν θετικὲς συνομιλίες. (1279, 1062, 1548, 1103)
strikes-title: ΑΠΕΡΓΙΕΣ (790, 383, 930, 413)
papaligouras-headline (39, 565, 333, 721)
grief-body: Τὸ γράμμα ποὺ στάλθηκε ἀπὸ τὸν κρατούμενο στὶς φυλακὲς Κορυδαλλοῦ φέρνει στὴν ἐπιφάνεια τὶς ἄθλιες συνθῆκες κράτησης. (1009, 1406, 1269, 1447)
papaligouras-body: Ὁρισμένη εἰκόνα τῆς ἑλληνικῆς οἰκονομίας ἔδωσε τὸ περασμένο Σάββατο ὁ κ. Παπαληγούρας μιλώντας στὸ 5ο Πανελλαδικὸ Συνέδριο τῶν Ἐμπορικῶν Συλλόγων. Χαρακτηριστικὰ ἀπὸ τὶς ἀπόψεις τῆς δικτατορίας τὸ πραγματικὸ εἰσόδημα τῶν ἐργαζομένων στὸ χωριὸ καὶ τὴν πόλη ἔπαθε σοβαρὴ συμπίεση. (39, 745, 333, 841)
